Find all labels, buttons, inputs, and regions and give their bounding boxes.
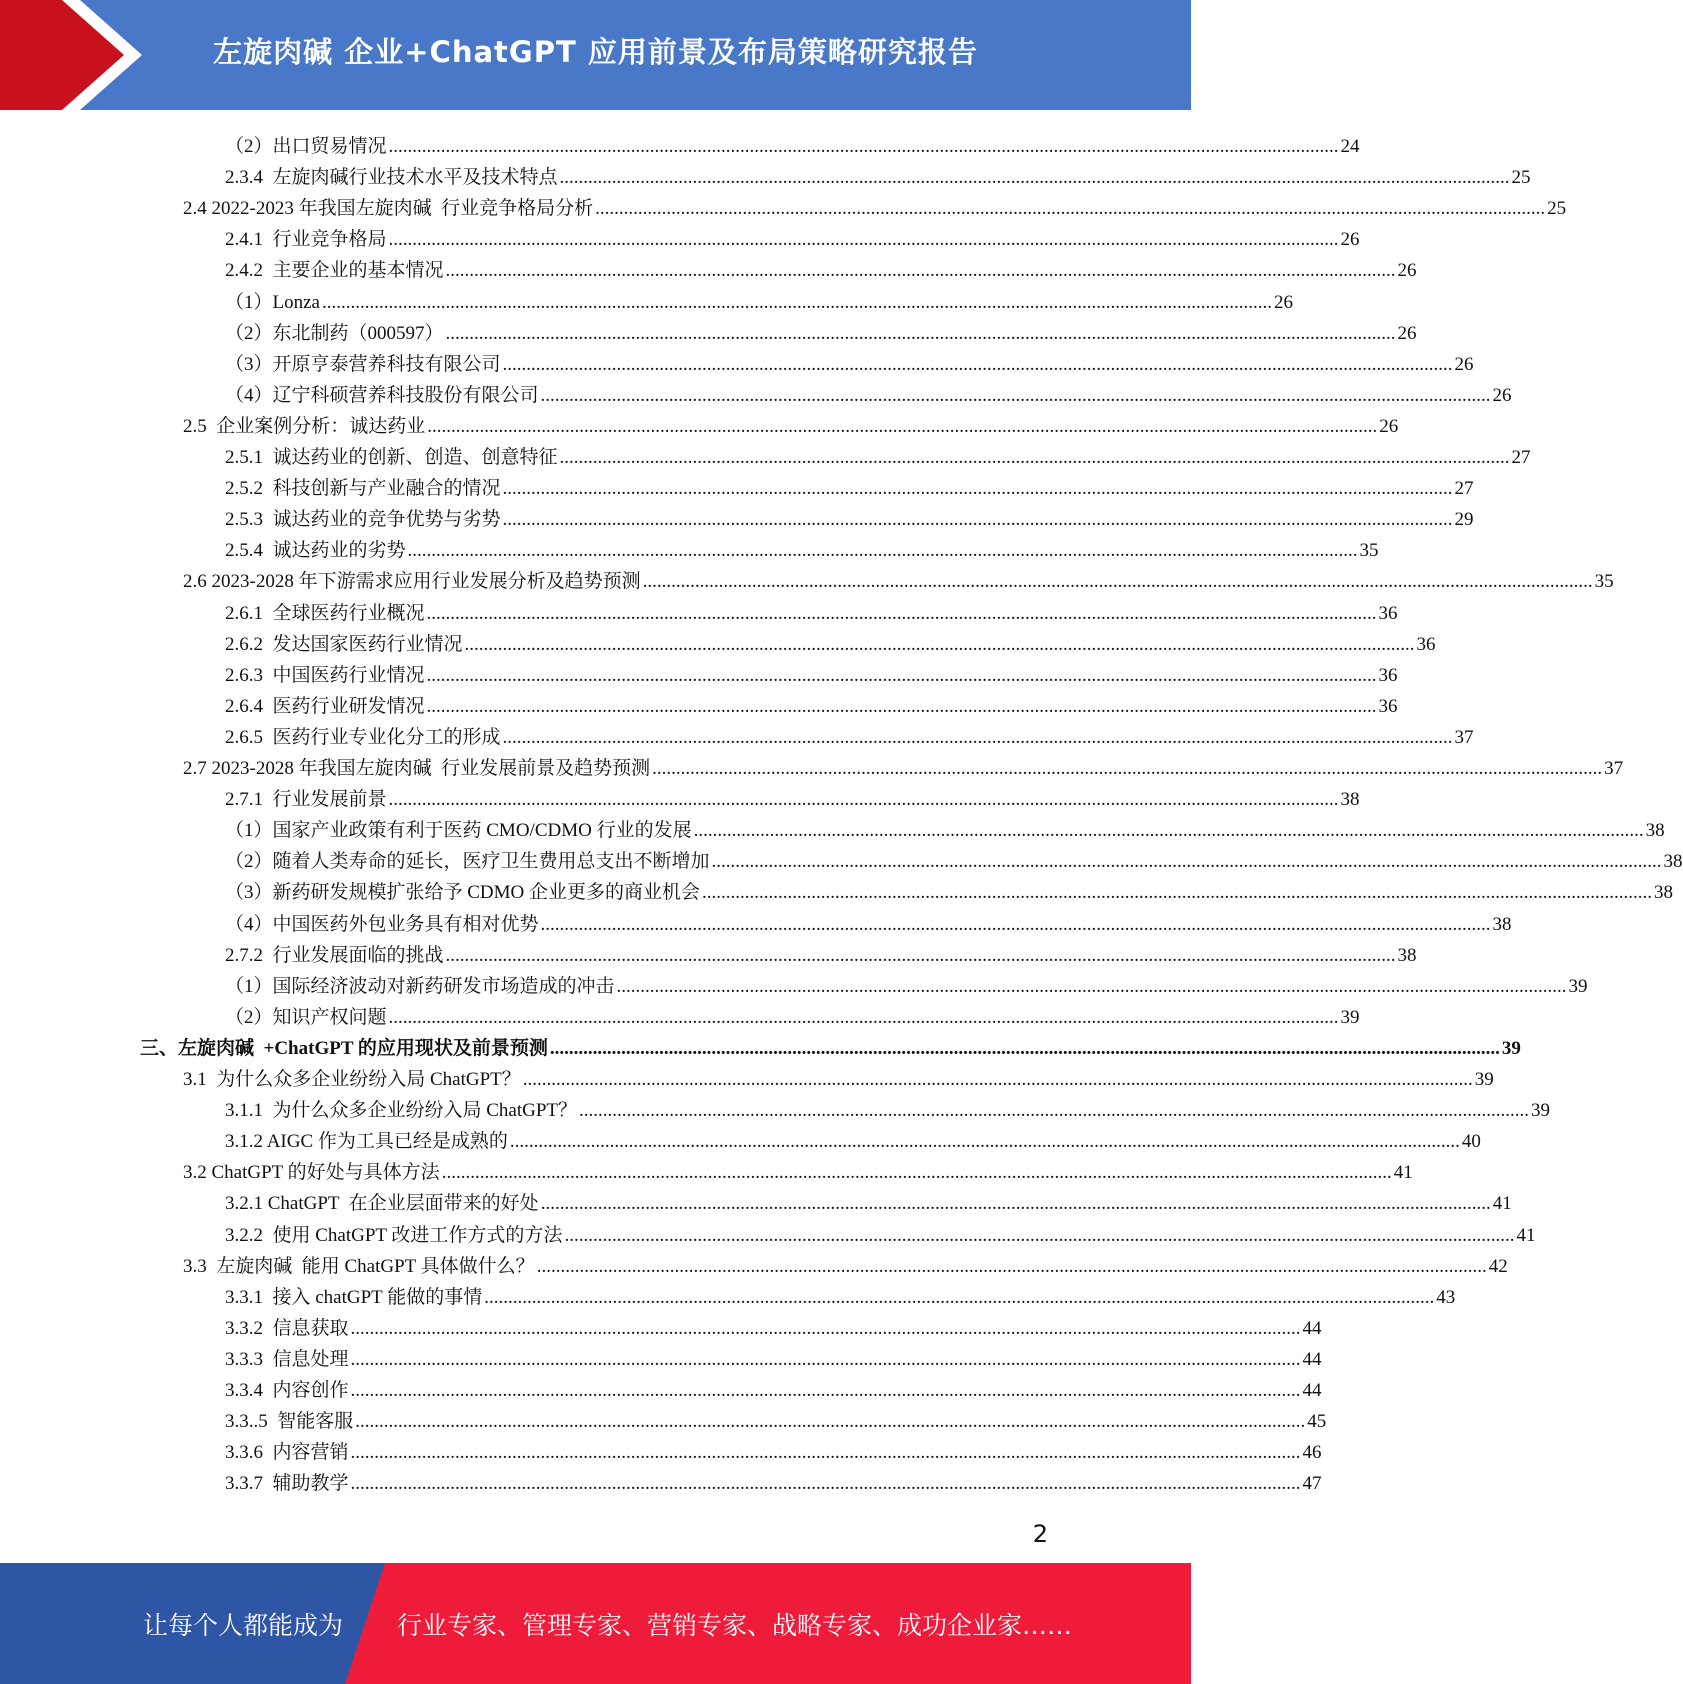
toc-leader-dots: ........................................................................................................................................................................................................ — [445, 322, 1396, 344]
toc-entry-page: 39 — [1568, 975, 1588, 997]
toc-entry-title: （2）随着人类寿命的延长，医疗卫生费用总支出不断增加 — [225, 851, 710, 873]
toc-entry[interactable] — [225, 656, 1398, 687]
toc-entry[interactable] — [225, 1216, 1536, 1247]
toc-leader-dots: ........................................................................................................................................................................................................ — [321, 291, 1272, 313]
toc-entry-page: 39 — [1474, 1069, 1494, 1090]
toc-entry-page: 38 — [1340, 789, 1360, 811]
toc-entry[interactable] — [225, 251, 1417, 282]
toc-leader-dots: ........................................................................................................................................................................................................ — [426, 602, 1377, 624]
toc-entry-page: 38 — [1492, 913, 1512, 935]
toc-entry-title: 2.5.4 诚达药业的劣势 — [225, 540, 406, 562]
toc-leader-dots: ........................................................................................................................................................................................................ — [388, 789, 1339, 811]
toc-entry[interactable] — [225, 905, 1512, 936]
toc-entry-page: 27 — [1454, 478, 1474, 500]
toc-leader-dots: ........................................................................................................................................................................................................ — [595, 198, 1546, 220]
toc-leader-dots: ........................................................................................................................................................................................................ — [522, 1069, 1473, 1090]
toc-entry-page: 27 — [1511, 447, 1531, 468]
toc-leader-dots: ........................................................................................................................................................................................................ — [484, 1286, 1435, 1308]
toc-entry-title: 2.5.2 科技创新与产业融合的情况 — [225, 478, 501, 500]
toc-entry[interactable] — [225, 1184, 1512, 1215]
toc-entry-title: （1）国家产业政策有利于医药 CMO/CDMO 行业的发展 — [225, 820, 692, 842]
toc-entry-page: 44 — [1302, 1348, 1322, 1370]
toc-entry[interactable] — [183, 749, 1624, 780]
toc-entry-title: 3.1.2 AIGC 作为工具已经是成熟的 — [225, 1131, 508, 1153]
toc-entry-title: 2.6.3 中国医药行业情况 — [225, 664, 425, 686]
toc-leader-dots: ........................................................................................................................................................................................................ — [559, 167, 1510, 189]
toc-entry-title: 2.4 2022-2023 年我国左旋肉碱 行业竞争格局分析 — [183, 198, 594, 220]
toc-leader-dots: ........................................................................................................................................................................................................ — [559, 447, 1510, 468]
toc-entry[interactable] — [183, 562, 1614, 593]
toc-entry-title: 2.5.1 诚达药业的创新、创造、创意特征 — [225, 447, 558, 468]
toc-entry-page: 36 — [1378, 695, 1398, 717]
toc-entry[interactable] — [225, 1402, 1327, 1433]
toc-leader-dots: ........................................................................................................................................................................................................ — [536, 1255, 1487, 1277]
toc-leader-dots: ........................................................................................................................................................................................................ — [693, 820, 1644, 842]
toc-entry-title: 2.4.2 主要企业的基本情况 — [225, 260, 444, 282]
toc-entry-page: 26 — [1397, 322, 1417, 344]
toc-entry-title: 2.6.1 全球医药行业概况 — [225, 602, 425, 624]
toc-entry-page: 37 — [1604, 758, 1624, 779]
toc-entry[interactable] — [225, 811, 1665, 842]
toc-entry[interactable] — [183, 189, 1567, 220]
toc-entry-title: 3.3.3 信息处理 — [225, 1348, 349, 1370]
toc-entry-page: 26 — [1273, 291, 1293, 313]
toc-entry[interactable] — [225, 1464, 1322, 1495]
toc-entry[interactable] — [225, 1433, 1322, 1464]
toc-entry[interactable] — [225, 469, 1474, 500]
toc-entry-title: （4）中国医药外包业务具有相对优势 — [225, 913, 539, 935]
toc-leader-dots: ........................................................................................................................................................................................................ — [502, 353, 1453, 375]
toc-leader-dots: ........................................................................................................................................................................................................ — [407, 540, 1358, 562]
toc-leader-dots: ........................................................................................................................................................................................................ — [350, 1442, 1301, 1464]
toc-leader-dots: ........................................................................................................................................................................................................ — [441, 1162, 1392, 1184]
toc-entry-page: 39 — [1340, 1006, 1360, 1028]
toc-entry-title: （1）国际经济波动对新药研发市场造成的冲击 — [225, 975, 615, 997]
toc-leader-dots: ........................................................................................................................................................................................................ — [388, 229, 1339, 251]
toc-entry[interactable] — [225, 314, 1417, 345]
toc-entry-page: 41 — [1516, 1224, 1536, 1246]
toc-entry[interactable] — [225, 1122, 1481, 1153]
toc-entry-title: 2.6.2 发达国家医药行业情况 — [225, 633, 463, 655]
toc-entry-title: （1）Lonza — [225, 291, 320, 313]
toc-entry[interactable] — [225, 780, 1360, 811]
toc-entry-page: 39 — [1501, 1037, 1521, 1059]
toc-leader-dots: ........................................................................................................................................................................................................ — [540, 913, 1491, 935]
toc-entry-page: 35 — [1594, 571, 1614, 593]
toc-entry[interactable] — [225, 220, 1360, 251]
toc-entry-title: 3.2 ChatGPT 的好处与具体方法 — [183, 1162, 440, 1184]
toc-entry-page: 38 — [1397, 944, 1417, 966]
toc-entry-title: （3）开原亨泰营养科技有限公司 — [225, 353, 501, 375]
toc-entry-title: 3.3.6 内容营销 — [225, 1442, 349, 1464]
toc-entry-page: 38 — [1645, 820, 1665, 842]
toc-leader-dots: ........................................................................................................................................................................................................ — [502, 478, 1453, 500]
footer-slogan-right: 行业专家、管理专家、营销专家、战略专家、成功企业家…… — [397, 1610, 1073, 1640]
toc-entry[interactable] — [225, 1340, 1322, 1371]
footer-slogan-left: 让每个人都能成为 — [143, 1610, 344, 1640]
toc-leader-dots: ........................................................................................................................................................................................................ — [388, 136, 1339, 157]
toc-entry[interactable] — [225, 594, 1398, 625]
toc-entry-page: 36 — [1378, 602, 1398, 624]
toc-entry-page: 41 — [1393, 1162, 1413, 1184]
toc-leader-dots: ........................................................................................................................................................................................................ — [464, 633, 1415, 655]
toc-entry[interactable] — [183, 1153, 1413, 1184]
toc-entry-title: 三、左旋肉碱 +ChatGPT 的应用现状及前景预测 — [140, 1037, 548, 1059]
toc-leader-dots: ........................................................................................................................................................................................................ — [702, 882, 1653, 904]
toc-entry-title: 2.7 2023-2028 年我国左旋肉碱 行业发展前景及趋势预测 — [183, 758, 651, 779]
toc-entry-title: （3）新药研发规模扩张给予 CDMO 企业更多的商业机会 — [225, 882, 701, 904]
toc-entry[interactable] — [225, 687, 1398, 718]
toc-entry-page: 26 — [1397, 260, 1417, 282]
toc-entry-page: 26 — [1492, 384, 1512, 406]
toc-entry[interactable] — [225, 1278, 1456, 1309]
toc-entry[interactable] — [225, 936, 1417, 967]
toc-entry-title: 2.7.1 行业发展前景 — [225, 789, 387, 811]
toc-entry[interactable] — [225, 1371, 1322, 1402]
toc-leader-dots: ........................................................................................................................................................................................................ — [502, 726, 1453, 748]
toc-entry[interactable] — [225, 283, 1293, 314]
toc-leader-dots: ........................................................................................................................................................................................................ — [426, 695, 1377, 717]
toc-entry-page: 46 — [1302, 1442, 1322, 1464]
toc-entry-title: 2.5.3 诚达药业的竞争优势与劣势 — [225, 509, 501, 531]
toc-entry-page: 36 — [1378, 664, 1398, 686]
toc-entry-page: 36 — [1416, 633, 1436, 655]
toc-entry-title: 3.2.2 使用 ChatGPT 改进工作方式的方法 — [225, 1224, 563, 1246]
toc-entry-page: 24 — [1340, 136, 1360, 157]
page-number: 2 — [1032, 1520, 1048, 1548]
toc-leader-dots: ........................................................................................................................................................................................................ — [549, 1037, 1500, 1059]
toc-entry[interactable] — [225, 376, 1512, 407]
toc-entry-page: 39 — [1531, 1100, 1551, 1122]
toc-entry-page: 29 — [1454, 509, 1474, 531]
toc-leader-dots: ........................................................................................................................................................................................................ — [502, 509, 1453, 531]
toc-entry-title: 2.3.4 左旋肉碱行业技术水平及技术特点 — [225, 167, 558, 189]
toc-entry-page: 41 — [1492, 1193, 1512, 1215]
page-footer — [0, 1563, 1191, 1684]
toc-entry-title: 2.5 企业案例分析：诚达药业 — [183, 415, 426, 437]
toc-leader-dots: ........................................................................................................................................................................................................ — [350, 1348, 1301, 1370]
toc-entry-page: 38 — [1663, 851, 1683, 873]
toc-leader-dots: ........................................................................................................................................................................................................ — [616, 975, 1567, 997]
toc-entry-title: 3.3 左旋肉碱 能用 ChatGPT 具体做什么？ — [183, 1255, 535, 1277]
toc-entry-title: 2.6 2023-2028 年下游需求应用行业发展分析及趋势预测 — [183, 571, 641, 593]
toc-entry[interactable] — [225, 842, 1683, 873]
toc-entry-page: 26 — [1340, 229, 1360, 251]
toc-leader-dots: ........................................................................................................................................................................................................ — [642, 571, 1593, 593]
toc-entry-title: 3.1 为什么众多企业纷纷入局 ChatGPT？ — [183, 1069, 521, 1090]
toc-leader-dots: ........................................................................................................................................................................................................ — [350, 1473, 1301, 1495]
toc-entry[interactable] — [225, 998, 1360, 1029]
toc-entry[interactable] — [225, 1309, 1322, 1340]
toc-leader-dots: ........................................................................................................................................................................................................ — [711, 851, 1662, 873]
toc-entry-page: 38 — [1654, 882, 1674, 904]
toc-leader-dots: ........................................................................................................................................................................................................ — [350, 1317, 1301, 1339]
toc-leader-dots: ........................................................................................................................................................................................................ — [445, 260, 1396, 282]
toc-entry[interactable] — [225, 873, 1674, 904]
toc-entry[interactable] — [225, 127, 1360, 158]
toc-entry-page: 43 — [1436, 1286, 1456, 1308]
toc-leader-dots: ........................................................................................................................................................................................................ — [388, 1006, 1339, 1028]
toc-entry-title: （4）辽宁科硕营养科技股份有限公司 — [225, 384, 539, 406]
toc-entry-title: （2）出口贸易情况 — [225, 136, 387, 157]
toc-entry-title: 3.3.7 辅助教学 — [225, 1473, 349, 1495]
toc-entry-page: 44 — [1302, 1380, 1322, 1401]
toc-leader-dots: ........................................................................................................................................................................................................ — [426, 664, 1377, 686]
toc-entry-title: 3.1.1 为什么众多企业纷纷入局 ChatGPT？ — [225, 1100, 578, 1122]
toc-entry[interactable] — [140, 1029, 1521, 1060]
toc-leader-dots: ........................................................................................................................................................................................................ — [509, 1131, 1460, 1153]
toc-entry-page: 44 — [1302, 1317, 1322, 1339]
toc-entry[interactable] — [225, 438, 1531, 469]
toc-entry[interactable] — [225, 625, 1436, 656]
toc-entry-page: 42 — [1488, 1255, 1508, 1277]
toc-entry-title: 2.6.4 医药行业研发情况 — [225, 695, 425, 717]
toc-entry[interactable] — [183, 1247, 1508, 1278]
toc-entry-page: 25 — [1511, 167, 1531, 189]
toc-entry[interactable] — [225, 345, 1474, 376]
toc-entry-title: 2.4.1 行业竞争格局 — [225, 229, 387, 251]
toc-entry-title: 2.6.5 医药行业专业化分工的形成 — [225, 726, 501, 748]
toc-entry-title: 3.3.4 内容创作 — [225, 1380, 349, 1401]
toc-entry-title: 2.7.2 行业发展面临的挑战 — [225, 944, 444, 966]
toc-entry-title: 3.3.2 信息获取 — [225, 1317, 349, 1339]
toc-leader-dots: ........................................................................................................................................................................................................ — [652, 758, 1603, 779]
toc-entry-page: 26 — [1454, 353, 1474, 375]
toc-entry[interactable] — [183, 407, 1399, 438]
toc-leader-dots: ........................................................................................................................................................................................................ — [540, 1193, 1491, 1215]
toc-entry[interactable] — [225, 967, 1588, 998]
toc-entry[interactable] — [225, 1091, 1551, 1122]
toc-entry-page: 25 — [1547, 198, 1567, 220]
toc-entry-page: 47 — [1302, 1473, 1322, 1495]
toc-leader-dots: ........................................................................................................................................................................................................ — [579, 1100, 1530, 1122]
toc-leader-dots: ........................................................................................................................................................................................................ — [355, 1411, 1306, 1433]
toc-entry[interactable] — [225, 718, 1474, 749]
toc-entry-title: 3.3.1 接入 chatGPT 能做的事情 — [225, 1286, 483, 1308]
toc-entry-title: 3.2.1 ChatGPT 在企业层面带来的好处 — [225, 1193, 539, 1215]
toc-entry-title: 3.3..5 智能客服 — [225, 1411, 354, 1433]
report-title: 左旋肉碱 企业+ChatGPT 应用前景及布局策略研究报告 — [213, 34, 978, 69]
toc-entry[interactable] — [225, 158, 1531, 189]
toc-entry-title: （2）知识产权问题 — [225, 1006, 387, 1028]
toc-entry-page: 35 — [1359, 540, 1379, 562]
toc-entry-page: 37 — [1454, 726, 1474, 748]
toc-entry-title: （2）东北制药（000597） — [225, 322, 444, 344]
toc-leader-dots: ........................................................................................................................................................................................................ — [350, 1380, 1301, 1401]
toc-entry[interactable] — [183, 1060, 1494, 1091]
toc-leader-dots: ........................................................................................................................................................................................................ — [540, 384, 1491, 406]
toc-entry[interactable] — [225, 531, 1379, 562]
toc-entry-page: 45 — [1307, 1411, 1327, 1433]
toc-leader-dots: ........................................................................................................................................................................................................ — [427, 415, 1378, 437]
toc-entry-page: 40 — [1461, 1131, 1481, 1153]
toc-entry-page: 26 — [1379, 415, 1399, 437]
toc-leader-dots: ........................................................................................................................................................................................................ — [564, 1224, 1515, 1246]
toc-entry[interactable] — [225, 500, 1474, 531]
toc-leader-dots: ........................................................................................................................................................................................................ — [445, 944, 1396, 966]
page-header — [0, 0, 1191, 110]
